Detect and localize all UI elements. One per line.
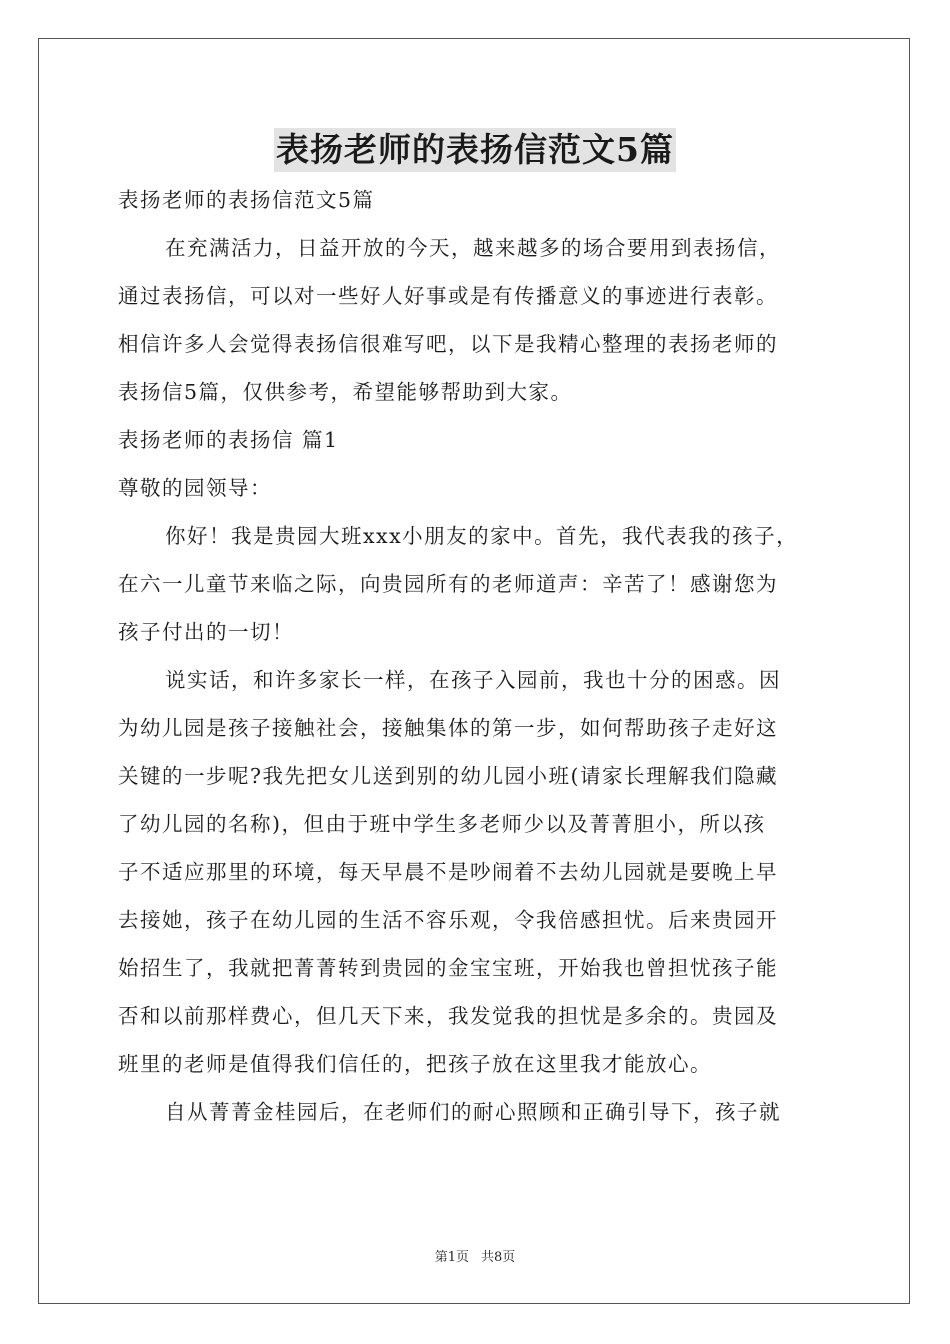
text-line: 表扬老师的表扬信范文5篇 bbox=[118, 188, 375, 212]
text-line: 否和以前那样费心，但几天下来，我发觉我的担忧是多余的。贵园及 bbox=[118, 1004, 778, 1028]
page-number: 第1页 bbox=[434, 1250, 469, 1265]
document-title-block bbox=[0, 128, 950, 172]
text-line: 了幼儿园的名称)，但由于班中学生多老师少以及菁菁胆小，所以孩 bbox=[118, 812, 766, 836]
text-line: 在充满活力，日益开放的今天，越来越多的场合要用到表扬信， bbox=[165, 236, 781, 260]
text-line: 表扬老师的表扬信 篇1 bbox=[118, 428, 339, 452]
text-line: 在六一儿童节来临之际，向贵园所有的老师道声：辛苦了！感谢您为 bbox=[118, 572, 778, 596]
text-line: 孩子付出的一切！ bbox=[118, 620, 294, 644]
text-line: 说实话，和许多家长一样，在孩子入园前，我也十分的困惑。因 bbox=[165, 668, 781, 692]
text-line: 你好！我是贵园大班xxx小朋友的家中。首先，我代表我的孩子， bbox=[165, 524, 799, 548]
text-line: 自从菁菁金桂园后，在老师们的耐心照顾和正确引导下，孩子就 bbox=[165, 1100, 781, 1124]
document-body bbox=[118, 176, 838, 1136]
text-line: 班里的老师是值得我们信任的，把孩子放在这里我才能放心。 bbox=[118, 1052, 712, 1076]
text-line: 始招生了，我就把菁菁转到贵园的金宝宝班，开始我也曾担忧孩子能 bbox=[118, 956, 778, 980]
document-title: 表扬老师的表扬信范文5篇 bbox=[274, 128, 676, 172]
page-total: 共8页 bbox=[481, 1250, 516, 1265]
text-line: 尊敬的园领导： bbox=[118, 476, 272, 500]
text-line: 子不适应那里的环境，每天早晨不是吵闹着不去幼儿园就是要晚上早 bbox=[118, 860, 778, 884]
text-line: 表扬信5篇，仅供参考，希望能够帮助到大家。 bbox=[118, 380, 573, 404]
text-line: 为幼儿园是孩子接触社会，接触集体的第一步，如何帮助孩子走好这 bbox=[118, 716, 778, 740]
page-footer bbox=[0, 1246, 950, 1265]
text-line: 关键的一步呢?我先把女儿送到别的幼儿园小班(请家长理解我们隐藏 bbox=[118, 764, 778, 788]
text-line: 去接她，孩子在幼儿园的生活不容乐观，令我倍感担忧。后来贵园开 bbox=[118, 908, 778, 932]
text-line: 通过表扬信，可以对一些好人好事或是有传播意义的事迹进行表彰。 bbox=[118, 284, 778, 308]
text-line: 相信许多人会觉得表扬信很难写吧，以下是我精心整理的表扬老师的 bbox=[118, 332, 778, 356]
